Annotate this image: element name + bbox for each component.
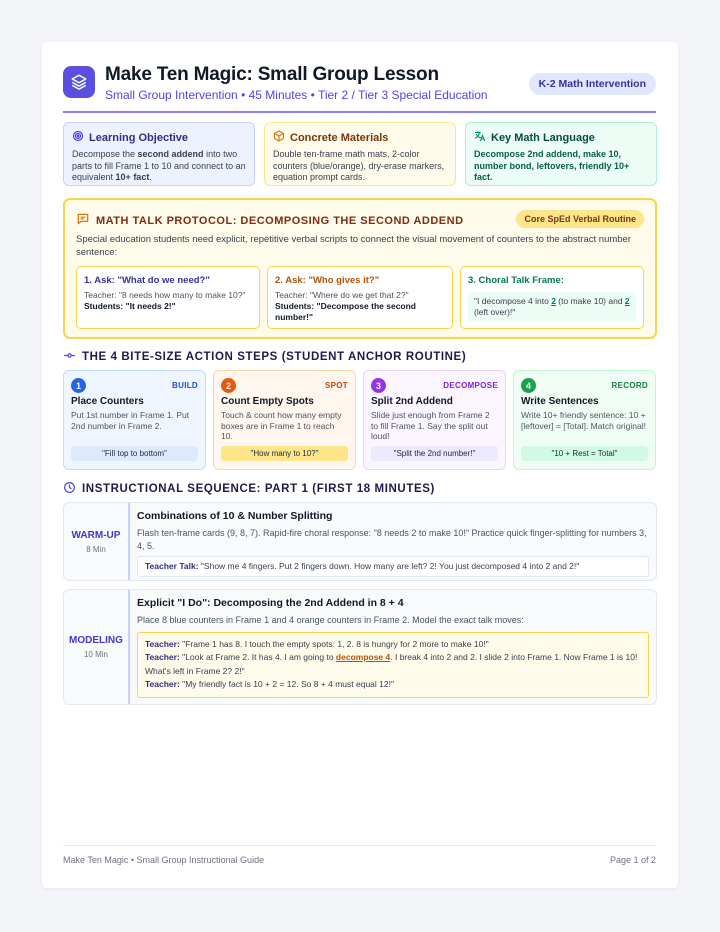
math-talk-protocol-panel (63, 198, 657, 339)
script-line: Teacher: "Frame 1 has 8. I touch the empty spots: 1, 2. 8 is hungry for 2 more to make 10!" (145, 638, 489, 649)
speech-bubble-icon (76, 212, 90, 229)
teacher-line: Teacher: "8 needs how many to make 10?" (84, 290, 246, 300)
clock-icon (63, 481, 76, 497)
steps-section-heading (63, 349, 466, 365)
card-text: Double ten-frame math mats, 2-color counters (blue/orange), dry-erase markers, equation prompt cards. (273, 149, 445, 182)
step-tag: BUILD (172, 381, 198, 390)
ask-heading: 1. Ask: "What do we need?" (84, 275, 210, 286)
step-number: 1 (71, 378, 86, 393)
protocol-title: MATH TALK PROTOCOL: DECOMPOSING THE SECOND ADDEND (96, 214, 464, 227)
protocol-heading (76, 212, 464, 229)
section-title: THE 4 BITE-SIZE ACTION STEPS (STUDENT ANCHOR ROUTINE) (82, 351, 467, 363)
ask-need-card (76, 266, 260, 329)
warmup-block (63, 502, 657, 581)
ask-gives-card (267, 266, 453, 329)
step-title: Count Empty Spots (221, 396, 314, 407)
script-line: Teacher: "Look at Frame 2. It has 4. I am going to decompose 4. I break 4 into 2 and 2. I slide 2 into Frame 1. Now Frame 1 is 10! What's left in Frame 2? 2!" (145, 652, 638, 676)
phase-label (64, 503, 130, 580)
footer-guide-title: Make Ten Magic • Small Group Instructional Guide (63, 855, 265, 865)
header-divider (63, 111, 656, 113)
target-icon (72, 130, 84, 145)
key-math-language-card (465, 122, 657, 186)
students-line: Students: "Decompose the second number!" (275, 301, 416, 322)
translate-icon (474, 130, 486, 145)
step-card-decompose (363, 370, 506, 470)
page-title: Make Ten Magic: Small Group Lesson (105, 64, 439, 85)
lesson-page (42, 42, 678, 888)
sequence-section-heading (63, 481, 435, 497)
footer-page-number: Page 1 of 2 (609, 855, 656, 865)
phase-name: MODELING (69, 635, 123, 646)
layers-logo-icon (63, 66, 95, 98)
step-number: 2 (221, 378, 236, 393)
protocol-tag: Core SpEd Verbal Routine (516, 210, 644, 228)
step-tag: RECORD (611, 381, 648, 390)
script-line: Teacher: "My friendly fact is 10 + 2 = 12. So 8 + 4 must equal 12!" (145, 679, 394, 689)
step-card-build (63, 370, 206, 470)
phase-duration: 8 Min (86, 544, 106, 554)
learning-objective-card (63, 122, 255, 186)
choral-frame-card (460, 266, 644, 329)
step-title: Place Counters (71, 396, 144, 407)
step-tag: DECOMPOSE (443, 381, 498, 390)
activity-description: Place 8 blue counters in Frame 1 and 4 orange counters in Frame 2. Model the exact talk moves: (137, 615, 524, 625)
step-number: 3 (371, 378, 386, 393)
step-description: Write 10+ friendly sentence: 10 + [leftover] = [Total]. Match original! (521, 410, 646, 431)
phase-label (64, 590, 130, 704)
grade-badge: K-2 Math Intervention (529, 73, 656, 95)
step-title: Write Sentences (521, 396, 599, 407)
step-cue: "Fill top to bottom" (71, 446, 198, 461)
teacher-line: Teacher: "Where do we get that 2?" (275, 290, 409, 300)
step-description: Slide just enough from Frame 2 to fill Frame 1. Say the split out loud! (371, 410, 490, 441)
step-description: Touch & count how many empty boxes are in Frame 1 to reach 10. (221, 410, 342, 441)
footer-divider (63, 845, 656, 846)
step-description: Put 1st number in Frame 1. Put 2nd number in Frame 2. (71, 410, 190, 431)
card-text: Decompose the second addend into two parts to fill Frame 1 to 10 and connect to an equivalent 10+ fact. (72, 149, 246, 182)
box-icon (273, 130, 285, 145)
step-cue: "10 + Rest = Total" (521, 446, 648, 461)
activity-title: Combinations of 10 & Number Splitting (137, 510, 333, 522)
phase-name: WARM-UP (71, 529, 121, 541)
phase-duration: 10 Min (83, 650, 108, 659)
card-title: Learning Objective (89, 131, 189, 144)
card-text: Decompose 2nd addend, make 10, number bond, leftovers, friendly 10+ fact. (474, 149, 630, 182)
protocol-description: Special education students need explicit, repetitive verbal scripts to connect the visual movement of counters to the abstract number sentence: (76, 234, 631, 258)
students-line: Students: "It needs 2!" (84, 301, 176, 311)
step-cue: "How many to 10?" (221, 446, 348, 461)
choral-frame-text: "I decompose 4 into 2 (to make 10) and 2 (left over)!" (468, 292, 636, 322)
section-title: INSTRUCTIONAL SEQUENCE: PART 1 (FIRST 18 MINUTES) (82, 483, 435, 495)
step-card-spot (213, 370, 356, 470)
step-cue: "Split the 2nd number!" (371, 446, 498, 461)
card-title: Concrete Materials (290, 131, 389, 144)
step-title: Split 2nd Addend (371, 396, 453, 407)
activity-description: Flash ten-frame cards (9, 8, 7). Rapid-fire choral response: "8 needs 2 to make 10!" Practice quick finger-splitting for numbers 3, 4, 5. (137, 528, 647, 551)
page-subtitle: Small Group Intervention • 45 Minutes • Tier 2 / Tier 3 Special Education (105, 88, 488, 102)
modeling-block (63, 589, 657, 705)
step-number: 4 (521, 378, 536, 393)
teacher-talk-box: Teacher Talk: "Show me 4 fingers. Put 2 fingers down. How many are left? 2! You just decomposed 4 into 2 and 2!" (137, 556, 649, 577)
concrete-materials-card (264, 122, 456, 186)
activity-title: Explicit "I Do": Decomposing the 2nd Addend in 8 + 4 (137, 597, 404, 609)
frame-heading: 3. Choral Talk Frame: (468, 275, 564, 286)
route-icon (63, 349, 76, 365)
card-title: Key Math Language (491, 131, 595, 144)
modeling-script-box (137, 632, 649, 698)
ask-heading: 2. Ask: "Who gives it?" (275, 275, 380, 286)
step-tag: SPOT (325, 381, 348, 390)
step-card-record (513, 370, 656, 470)
